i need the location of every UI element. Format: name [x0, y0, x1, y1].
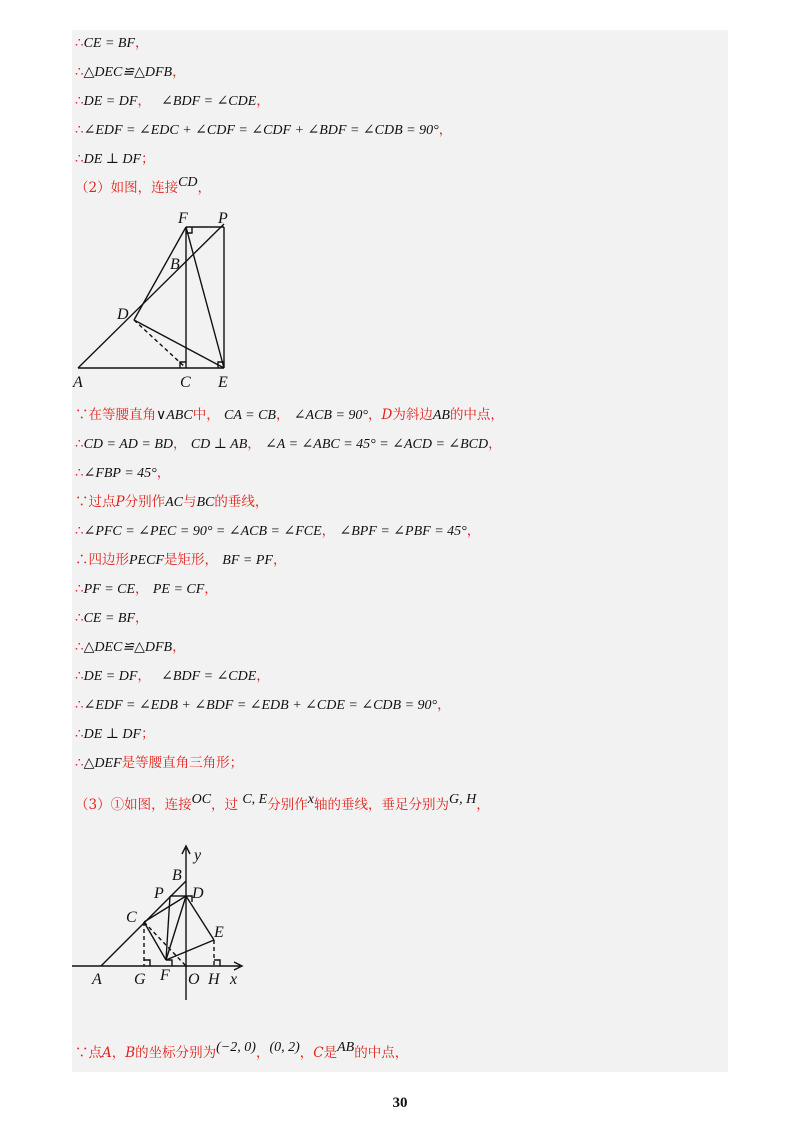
figure-2-geometry	[70, 205, 250, 395]
proof-line: ∴∠EDF = ∠EDB + ∠BDF = ∠EDB + ∠CDE = ∠CDB = 90°，	[75, 697, 451, 713]
label-x: x	[230, 971, 238, 988]
proof-line: ∵点A，B的坐标分别为(−2, 0)，(0, 2)，C是AB的中点，	[75, 1040, 409, 1061]
label-E: E	[214, 924, 224, 941]
proof-line: ∴DE = DF， ∠BDF = ∠CDE，	[75, 668, 270, 684]
label-P: P	[218, 210, 228, 227]
label-G: G	[134, 971, 146, 988]
proof-line: ∴DE = DF， ∠BDF = ∠CDE，	[75, 93, 270, 109]
label-F: F	[160, 967, 170, 984]
label-D: D	[117, 306, 129, 323]
proof-line: ∴DE ⊥ DF；	[75, 726, 155, 742]
label-E: E	[218, 374, 228, 391]
proof-line: ∴DE ⊥ DF；	[75, 151, 155, 167]
proof-line: ∴∠EDF = ∠EDC + ∠CDF = ∠CDF + ∠BDF = ∠CDB = 90°，	[75, 122, 453, 138]
label-C: C	[180, 374, 191, 391]
label-H: H	[208, 971, 220, 988]
part-2-heading: （2）如图，连接CD，	[75, 175, 212, 196]
proof-line: ∴∠FBP = 45°，	[75, 465, 171, 481]
label-B: B	[170, 256, 180, 273]
figure-3-coordinate-geometry	[70, 840, 260, 1000]
proof-line: ∴CD = AD = BD， CD ⊥ AB， ∠A = ∠ABC = 45° = ∠ACD = ∠BCD，	[75, 436, 502, 452]
label-A: A	[73, 374, 83, 391]
proof-line: ∴PF = CE， PE = CF，	[75, 581, 218, 597]
proof-line: ∴△DEC≌△DFB，	[75, 639, 186, 655]
label-y: y	[194, 847, 202, 864]
label-P: P	[154, 885, 164, 902]
label-O: O	[188, 971, 200, 988]
label-F: F	[178, 210, 188, 227]
label-A: A	[92, 971, 102, 988]
label-D: D	[192, 885, 204, 902]
proof-line: ∴CE = BF，	[75, 35, 149, 51]
proof-line: ∵在等腰直角∨ABC中， CA = CB， ∠ACB = 90°，D为斜边AB的中点，	[75, 407, 504, 423]
label-C: C	[126, 909, 137, 926]
proof-line: ∴四边形PECF是矩形， BF = PF，	[75, 552, 287, 568]
part-3-heading: （3）①如图，连接OC，过 C, E分别作x轴的垂线，垂足分别为G, H，	[75, 792, 490, 813]
proof-line: ∴∠PFC = ∠PEC = 90° = ∠ACB = ∠FCE， ∠BPF = ∠PBF = 45°，	[75, 523, 481, 539]
proof-line: ∴CE = BF，	[75, 610, 149, 626]
proof-line: ∵过点P分别作AC与BC的垂线，	[75, 494, 269, 510]
proof-line: ∴△DEF是等腰直角三角形；	[75, 755, 244, 771]
label-B: B	[172, 867, 182, 884]
page-number: 30	[392, 1095, 408, 1111]
proof-line: ∴△DEC≌△DFB，	[75, 64, 186, 80]
